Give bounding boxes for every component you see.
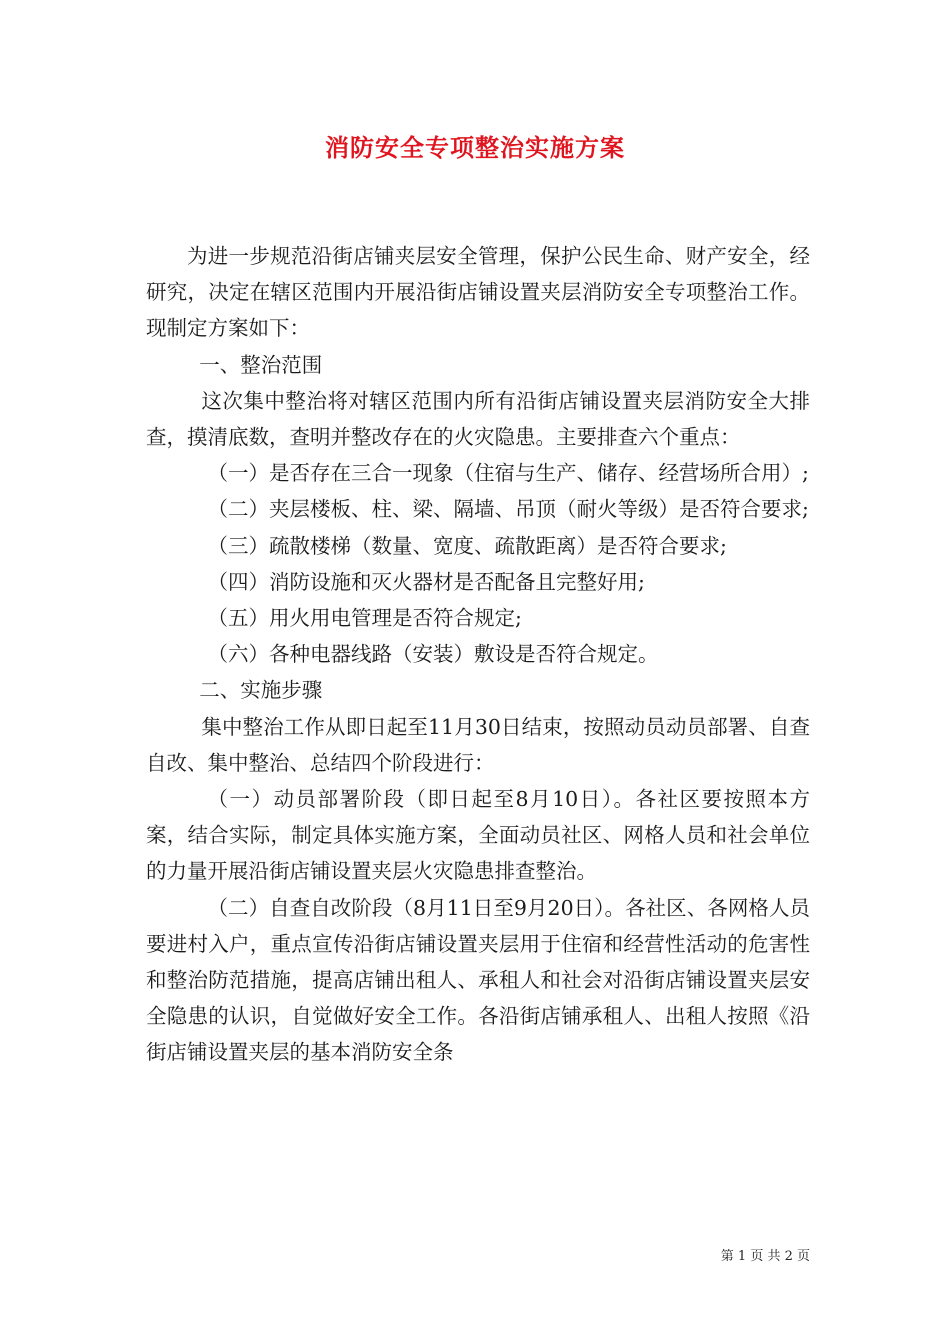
phase-paragraph: （一）动员部署阶段（即日起至8月10日）。各社区要按照本方案，结合实际，制定具体实施方案，全面动员社区、网格人员和社会单位的力量开展沿街店铺设置夹层火灾隐患排查整治。 — [146, 787, 810, 884]
list-item: （六）各种电器线路（安装）敷设是否符合规定。 — [207, 642, 659, 667]
section-heading-steps: 二、实施步骤 — [199, 678, 323, 703]
steps-paragraph: 集中整治工作从即日起至11月30日结束，按照动员动员部署、自查自改、集中整治、总结四个阶段进行： — [146, 714, 810, 775]
scope-paragraph: 这次集中整治将对辖区范围内所有沿街店铺设置夹层消防安全大排查，摸清底数，查明并整改存在的火灾隐患。主要排查六个重点： — [146, 388, 810, 450]
list-item: （二）夹层楼板、柱、梁、隔墙、吊顶（耐火等级）是否符合要求; — [207, 497, 809, 522]
list-item: （五）用火用电管理是否符合规定; — [207, 606, 522, 631]
section-heading-scope: 一、整治范围 — [199, 352, 323, 377]
page-title: 消防安全专项整治实施方案 — [325, 133, 625, 162]
phase-paragraph: （二）自查自改阶段（8月11日至9月20日）。各社区、各网格人员要进村入户，重点宣传沿街店铺设置夹层用于住宿和经营性活动的危害性和整治防范措施，提高店铺出租人、承租人和社会对沿街店铺设置夹层安全隐患的认识，自觉做好安全工作。各沿街店铺承租人、出租人按照《沿街店铺设置夹层的基本消防安全条 — [146, 895, 810, 1065]
list-item: （三）疏散楼梯（数量、宽度、疏散距离）是否符合要求; — [207, 533, 727, 558]
list-item: （四）消防设施和灭火器材是否配备且完整好用; — [207, 569, 645, 594]
list-item: （一）是否存在三合一现象（住宿与生产、储存、经营场所合用）; — [207, 461, 809, 486]
page-footer: 第 1 页 共 2 页 — [720, 1249, 810, 1264]
intro-paragraph: 为进一步规范沿街店铺夹层安全管理，保护公民生命、财产安全，经研究，决定在辖区范围内开展沿街店铺设置夹层消防安全专项整治工作。现制定方案如下： — [146, 244, 810, 341]
document-body — [146, 238, 810, 1071]
